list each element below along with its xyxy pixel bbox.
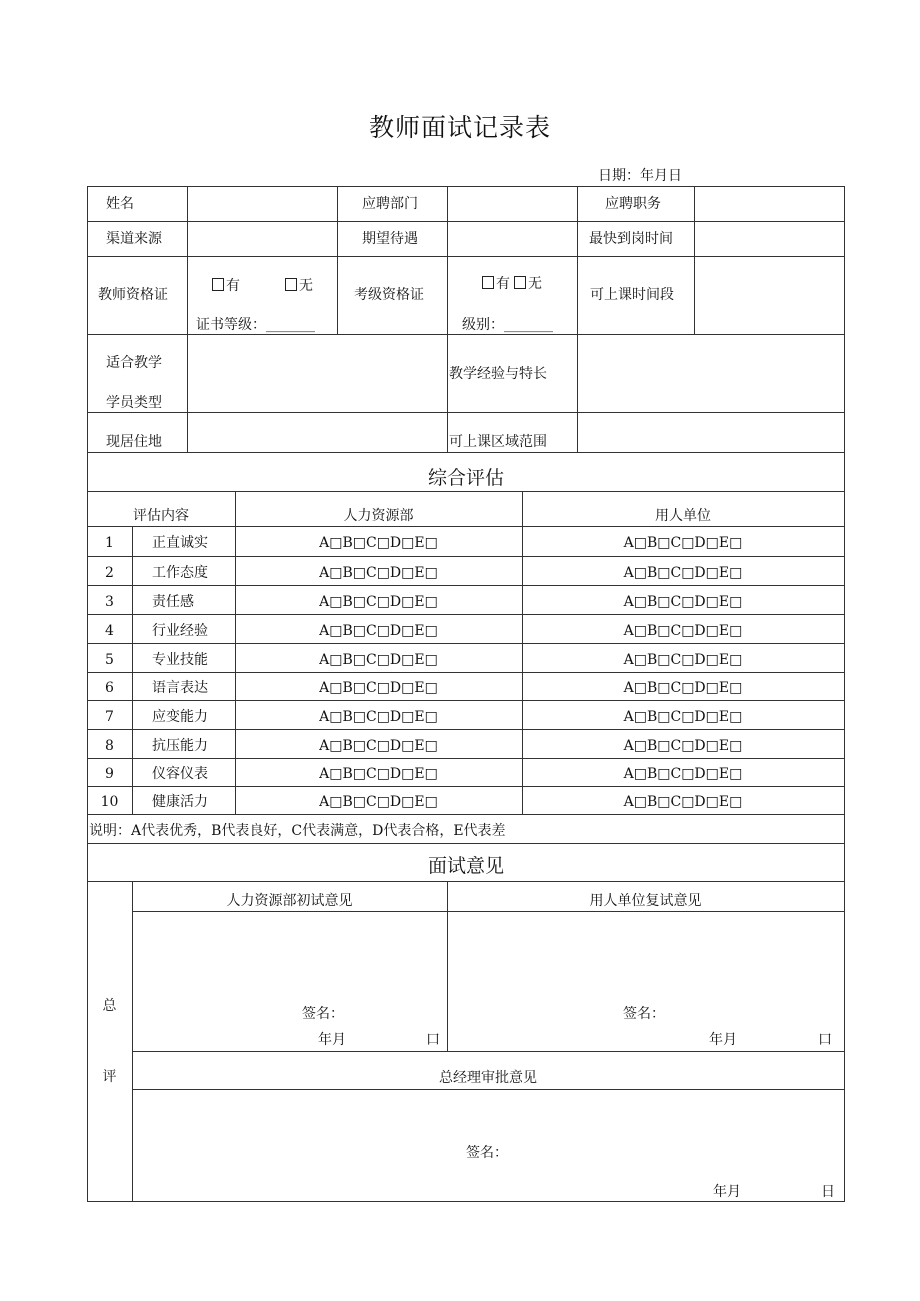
checkbox-icon[interactable] xyxy=(285,278,297,291)
teacher-cert-label: 教师资格证 xyxy=(98,287,168,303)
grid-line xyxy=(132,1089,845,1090)
col-unit-header: 用人单位 xyxy=(655,508,711,524)
grid-line xyxy=(87,1201,845,1202)
row-item-name: 专业技能 xyxy=(152,652,208,668)
cert-level-field[interactable]: 证书等级：_______ xyxy=(196,317,315,333)
grid-line xyxy=(337,186,338,334)
row-number: 2 xyxy=(105,565,114,581)
grid-line xyxy=(577,186,578,452)
page-title: 教师面试记录表 xyxy=(368,113,551,142)
row-item-name: 责任感 xyxy=(152,594,194,610)
row-number: 4 xyxy=(105,623,114,639)
hr-opinion-header: 人力资源部初试意见 xyxy=(226,893,353,909)
hr-grade-options[interactable]: A□B□C□D□E□ xyxy=(319,535,438,551)
grid-line xyxy=(87,758,845,759)
grid-line xyxy=(87,843,845,844)
hr-grade-options[interactable]: A□B□C□D□E□ xyxy=(319,738,438,754)
grade-no-label: 无 xyxy=(528,276,542,292)
grid-line xyxy=(187,186,188,452)
arrival-label: 最快到岗时间 xyxy=(589,231,673,247)
grid-line xyxy=(87,729,845,730)
grid-line xyxy=(87,452,845,453)
grade-yes-option[interactable] xyxy=(482,275,510,293)
row-number: 3 xyxy=(105,594,114,610)
date-label: 日期：年月日 xyxy=(598,168,682,184)
hr-sign-label: 签名： xyxy=(302,1006,344,1022)
grade-cert-label: 考级资格证 xyxy=(354,287,424,303)
unit-grade-options[interactable]: A□B□C□D□E□ xyxy=(623,565,743,581)
grading-note: 说明：A代表优秀，B代表良好，C代表满意，D代表合格，E代表差 xyxy=(89,823,506,839)
cert-yes-label: 有 xyxy=(226,278,240,294)
checkbox-icon[interactable] xyxy=(482,276,494,289)
grid-line xyxy=(844,186,845,1202)
col-item-header: 评估内容 xyxy=(133,508,189,524)
hr-date-day: 口 xyxy=(426,1032,440,1048)
dept-label: 应聘部门 xyxy=(362,196,418,212)
experience-label: 教学经验与特长 xyxy=(449,366,547,382)
col-hr-header: 人力资源部 xyxy=(343,508,414,524)
gm-sign-label: 签名： xyxy=(466,1145,508,1161)
hr-grade-options[interactable]: A□B□C□D□E□ xyxy=(319,594,438,610)
cert-no-option[interactable] xyxy=(285,277,313,295)
total-label-1: 总 xyxy=(102,998,117,1014)
salary-label: 期望待遇 xyxy=(362,231,418,247)
hr-grade-options[interactable]: A□B□C□D□E□ xyxy=(319,623,438,639)
unit-grade-options[interactable]: A□B□C□D□E□ xyxy=(623,738,743,754)
hr-grade-options[interactable]: A□B□C□D□E□ xyxy=(319,565,438,581)
evaluation-title: 综合评估 xyxy=(427,467,504,489)
unit-grade-options[interactable]: A□B□C□D□E□ xyxy=(623,594,743,610)
grid-line xyxy=(87,334,845,335)
grid-line xyxy=(87,412,845,413)
checkbox-icon[interactable] xyxy=(514,276,526,289)
suitable-label-1: 适合教学 xyxy=(106,355,162,371)
row-item-name: 健康活力 xyxy=(152,794,208,810)
row-item-name: 工作态度 xyxy=(152,565,208,581)
class-time-label: 可上课时间段 xyxy=(590,287,674,303)
grade-yes-label: 有 xyxy=(496,276,510,292)
checkbox-icon[interactable] xyxy=(212,278,224,291)
channel-label: 渠道来源 xyxy=(106,231,162,247)
grid-line xyxy=(87,881,845,882)
opinion-title: 面试意见 xyxy=(427,855,504,877)
gm-date-ym: 年月 xyxy=(713,1184,741,1200)
grid-line xyxy=(87,643,845,644)
grid-line xyxy=(87,786,845,787)
grid-line xyxy=(87,556,845,557)
grid-line xyxy=(87,186,845,187)
gm-date-day: 日 xyxy=(821,1184,835,1200)
hr-date-ym: 年月 xyxy=(318,1032,346,1048)
unit-grade-options[interactable]: A□B□C□D□E□ xyxy=(623,709,743,725)
row-number: 7 xyxy=(105,709,114,725)
grid-line xyxy=(132,1051,845,1052)
unit-grade-options[interactable]: A□B□C□D□E□ xyxy=(623,680,743,696)
unit-date-day: 口 xyxy=(818,1032,832,1048)
grid-line xyxy=(132,881,133,1201)
gm-opinion-header: 总经理审批意见 xyxy=(439,1070,537,1086)
grid-line xyxy=(87,700,845,701)
row-number: 6 xyxy=(105,680,114,696)
name-label: 姓名 xyxy=(106,196,134,212)
grid-line xyxy=(132,911,845,912)
grid-line xyxy=(447,186,448,452)
grid-line xyxy=(87,256,845,257)
row-number: 9 xyxy=(105,766,114,782)
hr-grade-options[interactable]: A□B□C□D□E□ xyxy=(319,794,438,810)
grid-line xyxy=(87,585,845,586)
grid-line xyxy=(132,526,133,814)
row-item-name: 行业经验 xyxy=(152,623,208,639)
row-number: 1 xyxy=(105,535,114,551)
grid-line xyxy=(87,526,845,527)
row-number: 5 xyxy=(105,652,114,668)
hr-grade-options[interactable]: A□B□C□D□E□ xyxy=(319,709,438,725)
unit-grade-options[interactable]: A□B□C□D□E□ xyxy=(623,652,743,668)
row-item-name: 抗压能力 xyxy=(152,738,208,754)
hr-grade-options[interactable]: A□B□C□D□E□ xyxy=(319,652,438,668)
row-item-name: 仪容仪表 xyxy=(152,766,208,782)
unit-grade-options[interactable]: A□B□C□D□E□ xyxy=(623,535,743,551)
area-label: 可上课区域范围 xyxy=(449,434,547,450)
grade-no-option[interactable] xyxy=(514,275,542,293)
total-label-2: 评 xyxy=(102,1069,117,1085)
row-item-name: 语言表达 xyxy=(152,680,208,696)
position-label: 应聘职务 xyxy=(605,196,661,212)
unit-date-ym: 年月 xyxy=(709,1032,737,1048)
grid-line xyxy=(87,221,845,222)
hr-grade-options[interactable]: A□B□C□D□E□ xyxy=(319,766,438,782)
unit-grade-options[interactable]: A□B□C□D□E□ xyxy=(623,623,743,639)
residence-label: 现居住地 xyxy=(106,434,162,450)
grid-line xyxy=(87,672,845,673)
row-number: 10 xyxy=(100,794,119,810)
unit-grade-options[interactable]: A□B□C□D□E□ xyxy=(623,794,743,810)
cert-no-label: 无 xyxy=(299,278,313,294)
grid-line xyxy=(694,186,695,334)
unit-grade-options[interactable]: A□B□C□D□E□ xyxy=(623,766,743,782)
grid-line xyxy=(87,614,845,615)
grid-line xyxy=(87,814,845,815)
unit-opinion-header: 用人单位复试意见 xyxy=(589,893,702,909)
unit-sign-label: 签名： xyxy=(623,1006,665,1022)
grid-line xyxy=(87,491,845,492)
row-item-name: 正直诚实 xyxy=(152,535,208,551)
grade-level-field[interactable]: 级别：_______ xyxy=(462,317,553,333)
suitable-label-2: 学员类型 xyxy=(106,395,162,411)
row-item-name: 应变能力 xyxy=(152,709,208,725)
hr-grade-options[interactable]: A□B□C□D□E□ xyxy=(319,680,438,696)
row-number: 8 xyxy=(105,738,114,754)
cert-yes-option[interactable] xyxy=(212,277,240,295)
